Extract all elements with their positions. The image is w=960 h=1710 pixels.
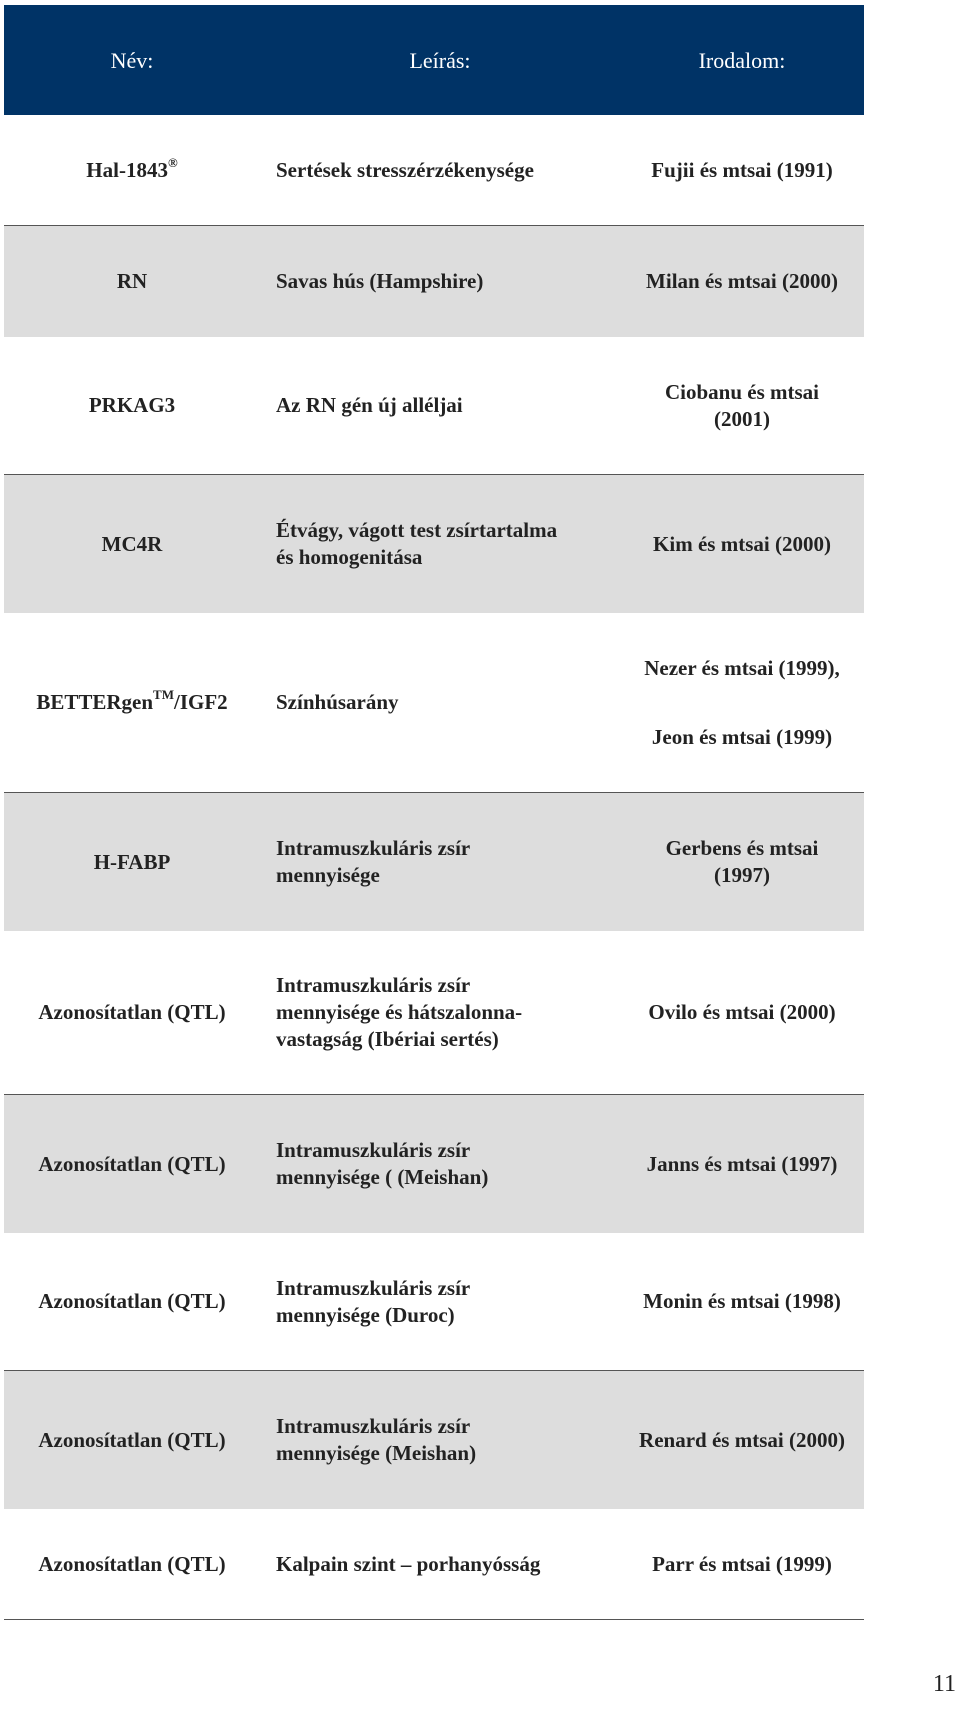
gene-name: Azonosítatlan (QTL): [38, 1289, 226, 1313]
gene-reference: Fujii és mtsai (1991): [651, 157, 833, 182]
gene-reference: Kim és mtsai (2000): [653, 531, 831, 556]
page-number: 11: [932, 1671, 956, 1697]
registered-mark: ®: [167, 154, 178, 170]
table-row: [4, 337, 864, 475]
gene-name: MC4R: [101, 531, 163, 556]
gene-reference: Milan és mtsai (2000): [646, 269, 838, 293]
trademark: TM: [153, 687, 174, 702]
table-row: [4, 1233, 864, 1371]
table-row: [4, 793, 864, 931]
gene-name: Hal-1843®: [86, 154, 178, 182]
header-description: Leírás:: [409, 47, 471, 73]
gene-name: Azonosítatlan (QTL): [38, 1151, 226, 1176]
table-row: [4, 1509, 864, 1620]
gene-name: H-FABP: [93, 849, 171, 874]
gene-description: Színhúsarány: [276, 690, 399, 714]
gene-reference: Parr és mtsai (1999): [652, 1551, 832, 1576]
table-row: [4, 475, 864, 613]
gene-table: [4, 5, 864, 1620]
gene-reference: Gerbens és mtsai (1997): [665, 836, 819, 887]
gene-description: Az RN gén új alléljai: [276, 393, 463, 417]
gene-description: Sertések stresszérzékenysége: [276, 157, 534, 182]
gene-reference: Monin és mtsai (1998): [643, 1289, 841, 1313]
gene-name: Azonosítatlan (QTL): [38, 1000, 226, 1024]
gene-name: Azonosítatlan (QTL): [38, 1427, 226, 1452]
gene-description: Intramuszkuláris zsír mennyisége ( (Meishan): [276, 1138, 489, 1189]
gene-reference: Ciobanu és mtsai (2001): [664, 379, 820, 431]
gene-description: Intramuszkuláris zsír mennyisége (Meishan): [276, 1414, 477, 1465]
gene-description: Intramuszkuláris zsír mennyisége: [276, 836, 471, 887]
gene-name: BETTERgen™/IGF2: [36, 687, 228, 714]
gene-reference: Ovilo és mtsai (2000): [648, 1000, 836, 1024]
table-row: [4, 1095, 864, 1233]
header-name: Név:: [110, 47, 154, 73]
gene-description: Savas hús (Hampshire): [276, 269, 484, 293]
table-header: [4, 5, 864, 115]
gene-description: Intramuszkuláris zsír mennyisége és hátszalonna- vastagság (Ibériai sertés): [276, 973, 523, 1051]
table-row: [4, 613, 864, 793]
header-reference: Irodalom:: [698, 47, 786, 73]
gene-reference: Renard és mtsai (2000): [639, 1427, 845, 1452]
gene-reference: Nezer és mtsai (1999), Jeon és mtsai (1999): [644, 655, 840, 749]
table-row: [4, 1371, 864, 1509]
gene-description: Intramuszkuláris zsír mennyisége (Duroc): [276, 1275, 471, 1327]
table-row: [4, 931, 864, 1095]
table-row: [4, 115, 864, 226]
gene-name: Azonosítatlan (QTL): [38, 1551, 226, 1576]
gene-reference: Janns és mtsai (1997): [646, 1151, 838, 1176]
table-row: [4, 226, 864, 337]
gene-name: PRKAG3: [88, 393, 176, 417]
gene-description: Étvágy, vágott test zsírtartalma és homogenitása: [276, 518, 558, 569]
gene-name: RN: [116, 269, 148, 293]
gene-description: Kalpain szint – porhanyósság: [276, 1551, 541, 1576]
